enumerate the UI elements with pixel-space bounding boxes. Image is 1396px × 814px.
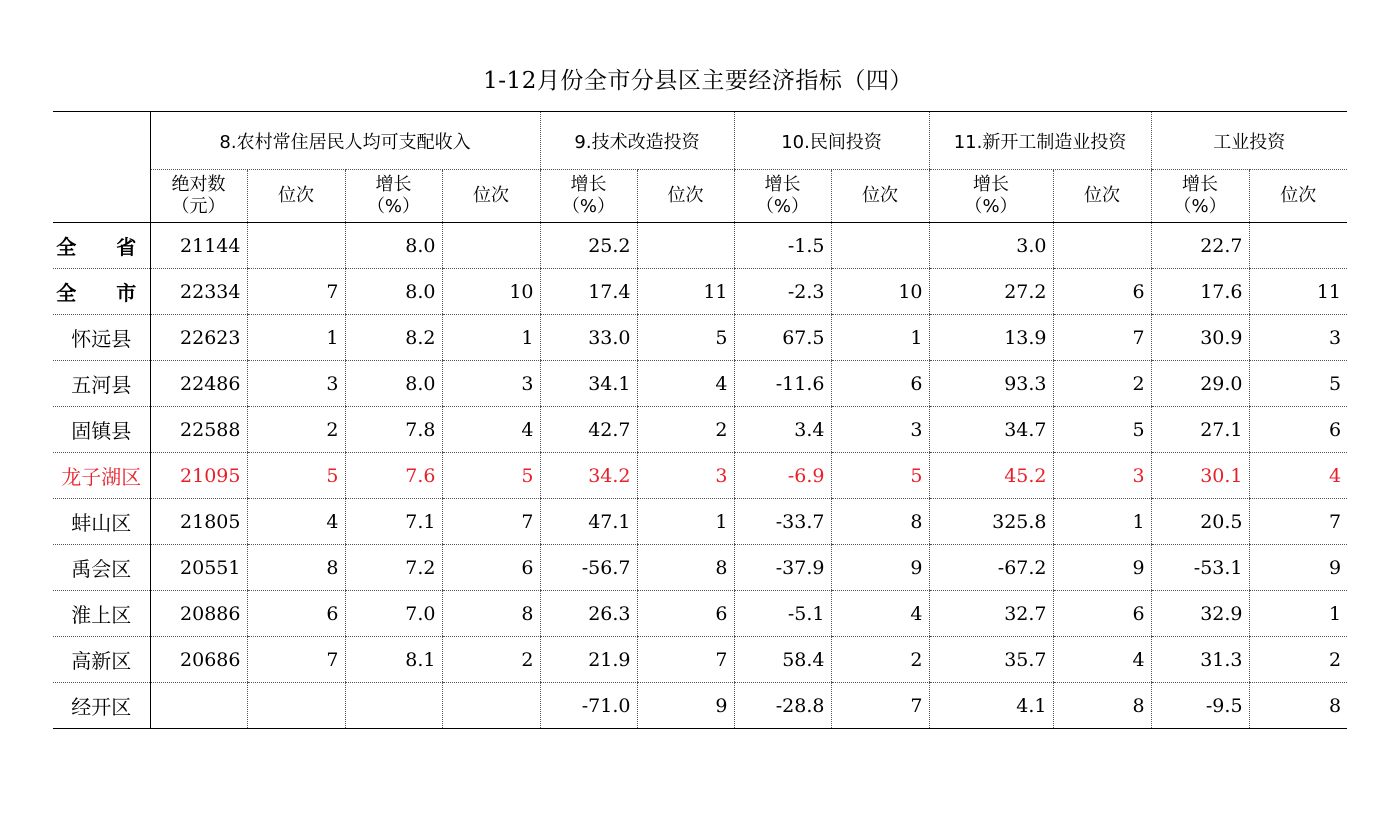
- data-cell: 34.2: [540, 453, 637, 499]
- data-cell: 34.1: [540, 361, 637, 407]
- data-cell: 7: [1053, 315, 1151, 361]
- data-cell: 47.1: [540, 499, 637, 545]
- data-cell: 3: [1053, 453, 1151, 499]
- data-cell: -2.3: [734, 269, 831, 315]
- group-header-row: [53, 112, 1347, 170]
- subheader-growth: 增长 （%）: [734, 170, 831, 223]
- data-cell: 9: [1053, 545, 1151, 591]
- data-cell: 1: [247, 315, 345, 361]
- data-cell: 13.9: [929, 315, 1053, 361]
- data-cell: 21095: [150, 453, 247, 499]
- data-cell: -33.7: [734, 499, 831, 545]
- group-header-new-manufacturing: 11.新开工制造业投资: [929, 112, 1151, 170]
- data-cell: 21.9: [540, 637, 637, 683]
- subheader-growth: 增长 （%）: [540, 170, 637, 223]
- data-cell: 21805: [150, 499, 247, 545]
- data-cell: 45.2: [929, 453, 1053, 499]
- data-cell: 9: [831, 545, 929, 591]
- subheader-rank: 位次: [1053, 170, 1151, 223]
- data-cell: 32.9: [1151, 591, 1249, 637]
- data-cell: 58.4: [734, 637, 831, 683]
- region-name: 全 市: [53, 269, 150, 315]
- data-cell: -5.1: [734, 591, 831, 637]
- region-name: 淮上区: [53, 591, 150, 637]
- data-cell: 4: [442, 407, 540, 453]
- economic-indicators-table: [53, 111, 1347, 729]
- data-cell: [345, 683, 442, 729]
- data-cell: 7: [831, 683, 929, 729]
- data-cell: 21144: [150, 223, 247, 269]
- region-name: 固镇县: [53, 407, 150, 453]
- data-cell: 3.0: [929, 223, 1053, 269]
- data-cell: 7.0: [345, 591, 442, 637]
- data-cell: 22.7: [1151, 223, 1249, 269]
- data-cell: 35.7: [929, 637, 1053, 683]
- data-cell: [1249, 223, 1347, 269]
- data-cell: -71.0: [540, 683, 637, 729]
- data-cell: 8.1: [345, 637, 442, 683]
- data-cell: 20686: [150, 637, 247, 683]
- data-cell: 6: [831, 361, 929, 407]
- region-name: 怀远县: [53, 315, 150, 361]
- data-cell: 1: [831, 315, 929, 361]
- data-cell: 4: [247, 499, 345, 545]
- group-header-tech-investment: 9.技术改造投资: [540, 112, 734, 170]
- subheader-growth: 增长 （%）: [345, 170, 442, 223]
- data-cell: 8: [637, 545, 734, 591]
- data-cell: 5: [1053, 407, 1151, 453]
- page-title: 1-12月份全市分县区主要经济指标（四）: [483, 68, 913, 94]
- data-cell: 30.1: [1151, 453, 1249, 499]
- region-header-cell: [53, 112, 150, 223]
- data-cell: 7: [637, 637, 734, 683]
- table-row: [53, 683, 1347, 729]
- table-row: [53, 361, 1347, 407]
- table-row: [53, 591, 1347, 637]
- data-cell: 2: [247, 407, 345, 453]
- data-cell: 5: [637, 315, 734, 361]
- data-cell: 93.3: [929, 361, 1053, 407]
- data-cell: 8: [247, 545, 345, 591]
- data-cell: [247, 683, 345, 729]
- data-cell: -37.9: [734, 545, 831, 591]
- data-cell: 1: [1053, 499, 1151, 545]
- data-cell: 2: [831, 637, 929, 683]
- data-cell: 8: [831, 499, 929, 545]
- data-cell: 4: [1053, 637, 1151, 683]
- data-cell: 8.0: [345, 223, 442, 269]
- data-cell: 5: [831, 453, 929, 499]
- subheader-rank: 位次: [831, 170, 929, 223]
- data-cell: [150, 683, 247, 729]
- data-cell: 11: [637, 269, 734, 315]
- region-name: 全 省: [53, 223, 150, 269]
- data-cell: 30.9: [1151, 315, 1249, 361]
- data-cell: 7.1: [345, 499, 442, 545]
- data-cell: 2: [1053, 361, 1151, 407]
- data-cell: -67.2: [929, 545, 1053, 591]
- group-header-rural-income: 8.农村常住居民人均可支配收入: [150, 112, 540, 170]
- data-cell: 6: [637, 591, 734, 637]
- group-header-industrial-investment: 工业投资: [1151, 112, 1347, 170]
- data-cell: 6: [247, 591, 345, 637]
- data-cell: 29.0: [1151, 361, 1249, 407]
- data-cell: 1: [1249, 591, 1347, 637]
- data-cell: 3: [637, 453, 734, 499]
- table-body: [53, 223, 1347, 729]
- region-name: 经开区: [53, 683, 150, 729]
- subheader-rank: 位次: [1249, 170, 1347, 223]
- data-cell: 7: [247, 269, 345, 315]
- data-cell: -6.9: [734, 453, 831, 499]
- data-cell: 22588: [150, 407, 247, 453]
- data-cell: -28.8: [734, 683, 831, 729]
- subheader-growth: 增长 （%）: [1151, 170, 1249, 223]
- data-cell: [442, 683, 540, 729]
- data-cell: [831, 223, 929, 269]
- data-cell: 9: [637, 683, 734, 729]
- data-cell: 8.2: [345, 315, 442, 361]
- data-cell: 8.0: [345, 269, 442, 315]
- data-cell: 2: [442, 637, 540, 683]
- table-row: [53, 499, 1347, 545]
- subheader-growth: 增长 （%）: [929, 170, 1053, 223]
- data-cell: -56.7: [540, 545, 637, 591]
- data-cell: 10: [831, 269, 929, 315]
- data-cell: 11: [1249, 269, 1347, 315]
- data-cell: 34.7: [929, 407, 1053, 453]
- data-cell: 1: [637, 499, 734, 545]
- data-cell: 2: [1249, 637, 1347, 683]
- data-cell: 1: [442, 315, 540, 361]
- data-cell: 27.1: [1151, 407, 1249, 453]
- data-cell: 8: [442, 591, 540, 637]
- data-cell: 4.1: [929, 683, 1053, 729]
- data-cell: 7: [442, 499, 540, 545]
- data-cell: 3: [247, 361, 345, 407]
- table-row: [53, 545, 1347, 591]
- data-cell: 9: [1249, 545, 1347, 591]
- data-cell: 6: [1053, 269, 1151, 315]
- data-cell: 8: [1053, 683, 1151, 729]
- table-row: [53, 407, 1347, 453]
- data-cell: 2: [637, 407, 734, 453]
- data-cell: 4: [637, 361, 734, 407]
- subheader-rank: 位次: [637, 170, 734, 223]
- data-cell: 6: [442, 545, 540, 591]
- data-cell: 4: [1249, 453, 1347, 499]
- table-row: [53, 269, 1347, 315]
- data-cell: -11.6: [734, 361, 831, 407]
- data-cell: -53.1: [1151, 545, 1249, 591]
- data-cell: 10: [442, 269, 540, 315]
- data-cell: 17.6: [1151, 269, 1249, 315]
- region-name: 高新区: [53, 637, 150, 683]
- data-cell: 7: [247, 637, 345, 683]
- region-name: 五河县: [53, 361, 150, 407]
- data-cell: 20551: [150, 545, 247, 591]
- data-cell: 33.0: [540, 315, 637, 361]
- data-cell: [1053, 223, 1151, 269]
- data-cell: 17.4: [540, 269, 637, 315]
- data-cell: 5: [247, 453, 345, 499]
- group-header-private-investment: 10.民间投资: [734, 112, 929, 170]
- sub-header-row: [53, 170, 1347, 223]
- data-cell: 3: [831, 407, 929, 453]
- subheader-rank: 位次: [247, 170, 345, 223]
- data-cell: 3: [1249, 315, 1347, 361]
- data-cell: 32.7: [929, 591, 1053, 637]
- region-name: 蚌山区: [53, 499, 150, 545]
- data-cell: 5: [442, 453, 540, 499]
- data-cell: 25.2: [540, 223, 637, 269]
- data-cell: 27.2: [929, 269, 1053, 315]
- data-cell: -9.5: [1151, 683, 1249, 729]
- data-cell: 5: [1249, 361, 1347, 407]
- data-cell: 67.5: [734, 315, 831, 361]
- data-cell: [442, 223, 540, 269]
- data-cell: 6: [1249, 407, 1347, 453]
- table-row: [53, 637, 1347, 683]
- subheader-absolute: 绝对数 （元）: [150, 170, 247, 223]
- table-row-highlighted: [53, 453, 1347, 499]
- data-cell: [247, 223, 345, 269]
- data-cell: 7.2: [345, 545, 442, 591]
- data-cell: 22486: [150, 361, 247, 407]
- data-cell: 7: [1249, 499, 1347, 545]
- region-name: 龙子湖区: [53, 453, 150, 499]
- data-cell: 7.8: [345, 407, 442, 453]
- data-cell: 8.0: [345, 361, 442, 407]
- data-cell: 26.3: [540, 591, 637, 637]
- table-row: [53, 315, 1347, 361]
- data-cell: 22334: [150, 269, 247, 315]
- data-cell: 3.4: [734, 407, 831, 453]
- table-row: [53, 223, 1347, 269]
- data-cell: 22623: [150, 315, 247, 361]
- data-cell: 31.3: [1151, 637, 1249, 683]
- data-cell: 20.5: [1151, 499, 1249, 545]
- data-cell: 20886: [150, 591, 247, 637]
- data-cell: -1.5: [734, 223, 831, 269]
- data-cell: 6: [1053, 591, 1151, 637]
- data-cell: 325.8: [929, 499, 1053, 545]
- data-cell: 3: [442, 361, 540, 407]
- data-cell: 4: [831, 591, 929, 637]
- data-cell: 8: [1249, 683, 1347, 729]
- data-cell: 7.6: [345, 453, 442, 499]
- subheader-rank: 位次: [442, 170, 540, 223]
- region-name: 禹会区: [53, 545, 150, 591]
- data-cell: [637, 223, 734, 269]
- data-cell: 42.7: [540, 407, 637, 453]
